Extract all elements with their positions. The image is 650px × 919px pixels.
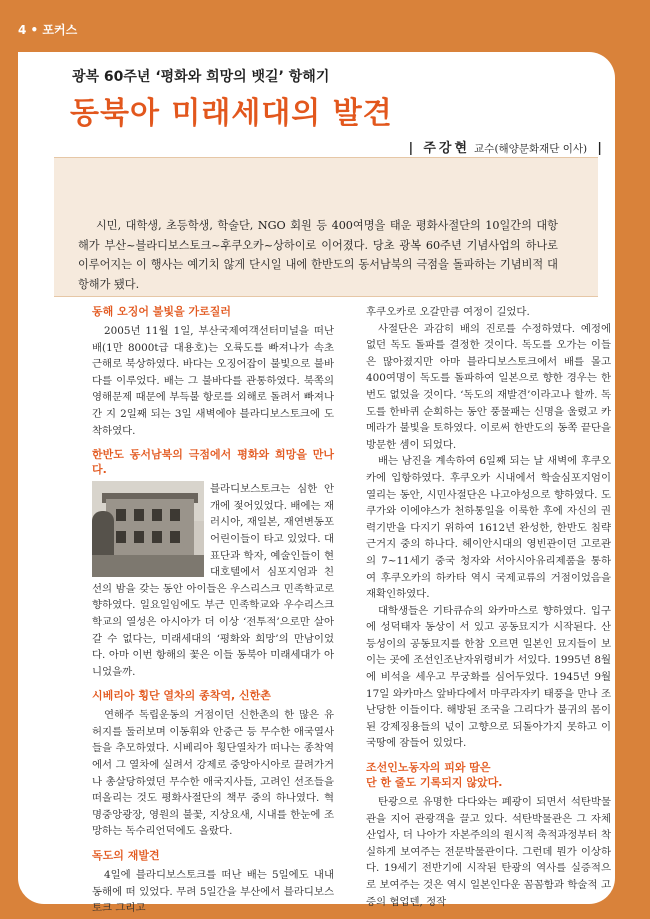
body-paragraph: 후쿠오카로 오갈만큼 여정이 길었다.	[366, 306, 530, 318]
article-kicker: 광복 60주년 ‘평화와 희망의 뱃길’ 항해기	[72, 69, 330, 85]
intro-box	[54, 157, 598, 297]
section-heading-5b: 단 한 줄도 기록되지 않았다.	[366, 776, 503, 790]
article-headline: 동북아 미래세대의 발견	[70, 96, 393, 131]
body-paragraph: 연해주 독립운동의 거점이던 신한촌의 한 많은 유허지를 둘러보며 이동휘와 안중근 등 무수한 애국열사들을 추모하였다. 시베리아 횡단열차가 떠나는 종착역에서 그 열차에 실려서 강제로 중앙아시아로 끌려가거나 총살당하였던 무수한 애국지사들, 고려인 선조들을 떠올리는 것도 평화사절단의 책무 중의 하나였다. 혁명중앙광장, 영원의 불꽃, 지상요새, 시내를 한눈에 조망하는 독수리언덕에도 올랐다.	[92, 709, 334, 838]
author-byline	[402, 137, 608, 156]
byline-bar-left: |	[408, 141, 414, 156]
page-header	[18, 21, 77, 38]
header-separator: •	[30, 23, 39, 37]
author-title: 교수(해양문화재단 이사)	[474, 143, 588, 155]
body-paragraph: 사절단은 과감히 배의 진로를 수정하였다. 예정에 없던 독도 돌파를 결정한 것이다. 독도를 오가는 이들은 많아졌지만 아마 블라디보스토크에서 배를 몰고 400여명이 독도를 돌파하여 일본으로 향한 경우는 한번도 없었을 것이다. ‘독도의 재발견’이라고나 할까. 독도를 한바퀴 순회하는 동안 풍물패는 신명을 울렸고 카메라가 불빛을 토하였다. 이로써 한반도의 동쪽 끝단을 방문한 셈이 되었다.	[366, 322, 611, 451]
right-column	[366, 304, 611, 910]
body-paragraph: 4일에 블라디보스토크를 떠난 배는 5일에도 내내 동해에 떠 있었다. 무려 5일간을 부산에서 블라디보스토크 그리고	[92, 869, 334, 915]
body-paragraph: 탄광으로 유명한 다다와는 폐광이 되면서 석탄박물관을 지어 관광객을 끌고 있다. 석탄박물관은 그 자체 산업사, 더 나아가 자본주의의 원시적 축적과정부터 착실하게 보여주는 전문박물관이다. 그런데 뭔가 이상하다. 19세기 전반기에 시작된 탄광의 역사를 실증적으로 보여주는 것은 역시 일본인다운 꼼꼼함과 학술적 고증의 협업덴, 정작	[366, 796, 611, 908]
left-column	[92, 304, 334, 917]
top-bar	[0, 0, 650, 58]
section-heading-2: 한반도 동서남북의 극점에서 평화와 희망을 만나다.	[92, 448, 334, 477]
section-heading-5a: 조선인노동자의 피와 땀은	[366, 761, 491, 775]
body-paragraph: 배는 남진을 계속하여 6일째 되는 날 새벽에 후쿠오카에 입항하였다. 후쿠오카 시내에서 학술심포지엄이 열리는 동안, 시민사절단은 나고야성으로 향하였다. 도쿠가와 이에야스가 천하통일을 이룩한 후에 자신의 권력기반을 다지기 위하여 1612년 완성한, 한반도 침략 근거지 중의 하나다. 헤이안시대의 영빈관이던 고로관의 7~11세기 중국 청자와 서아시아유리제품을 통하여 후쿠오카의 하카타 역시 국제교류의 거점이었음을 재확인하였다.	[366, 455, 611, 601]
byline-bar-right: |	[597, 141, 602, 156]
page-number: 4	[18, 23, 27, 37]
author-name: 주강현	[423, 141, 471, 156]
section-heading-3: 시베리아 횡단 열차의 종착역, 신한촌	[92, 689, 271, 703]
building-photo-icon	[92, 481, 204, 577]
section-label: 포커스	[42, 23, 78, 37]
body-paragraph: 블라디보스토크는 심한 안개에 젖어있었다. 배에는 재러시아, 재일본, 재연변동포 어린이들이 타고 있었다. 대표단과 학자, 예술인들이 현대호텔에서 심포지엄과 친선의 밤을 갖는 동안 아이들은 우스리스크 민족학교로 향하였다. 일요일임에도 부근 민족학교와 우수리스크 학교의 열성은 아시아가 더 이상 ‘전투적’으로만 살아갈 수 없다는, 미래세대의 ‘평화와 희망’의 만남이었다. 아마 이번 항해의 꽃은 이들 동북아 미래세대가 아니었을까.	[92, 483, 334, 678]
intro-paragraph: 시민, 대학생, 초등학생, 학술단, NGO 회원 등 400여명을 태운 평화사절단의 10일간의 대항해가 부산~블라디보스토크~후쿠오카~상하이로 이어졌다. 당초 광복 60주년 기념사업의 하나로 이루어지는 이 행사는 예기치 않게 단시일 내에 한반도의 동서남북의 극점을 돌파하는 기념비적 대항해가 됐다.	[78, 219, 558, 291]
section-heading-4: 독도의 재발견	[92, 849, 160, 863]
body-paragraph: 2005년 11월 1일, 부산국제여객선터미널을 떠난 배(1만 8000t급 대용호)는 오륙도를 빠져나가 속초 근해로 북상하였다. 바다는 오징어잡이 불빛으로 불바다를 이루었다. 배는 그 불바다를 관통하였다. 북쪽의 영해문제 때문에 부득불 항로를 외해로 돌려서 빠져나간 지 2일째 되는 3일 새벽에야 블라디보스토크에 도착하였다.	[92, 325, 334, 437]
body-paragraph: 대학생들은 기타큐슈의 와카마스로 향하였다. 입구에 성덕태자 동상이 서 있고 공동묘지가 시작된다. 산등성이의 공동묘지를 한참 오르면 일본인 묘지들이 보이는 곳에 조선인조난자위령비가 서있다. 1995년 8월에 비석을 세우고 무궁화를 심어두었다. 1945년 9월17일 와카마스 앞바다에서 마쿠라자키 태풍을 만나 조난당한 이들이다. 해방된 조국을 그리다가 불귀의 몸이 된 강제징용들의 넋이 고향으로 되돌아가지 못하고 이국땅에 잠들어 있었다.	[366, 604, 611, 750]
section-heading-1: 동해 오징어 불빛을 가로질러	[92, 305, 231, 318]
